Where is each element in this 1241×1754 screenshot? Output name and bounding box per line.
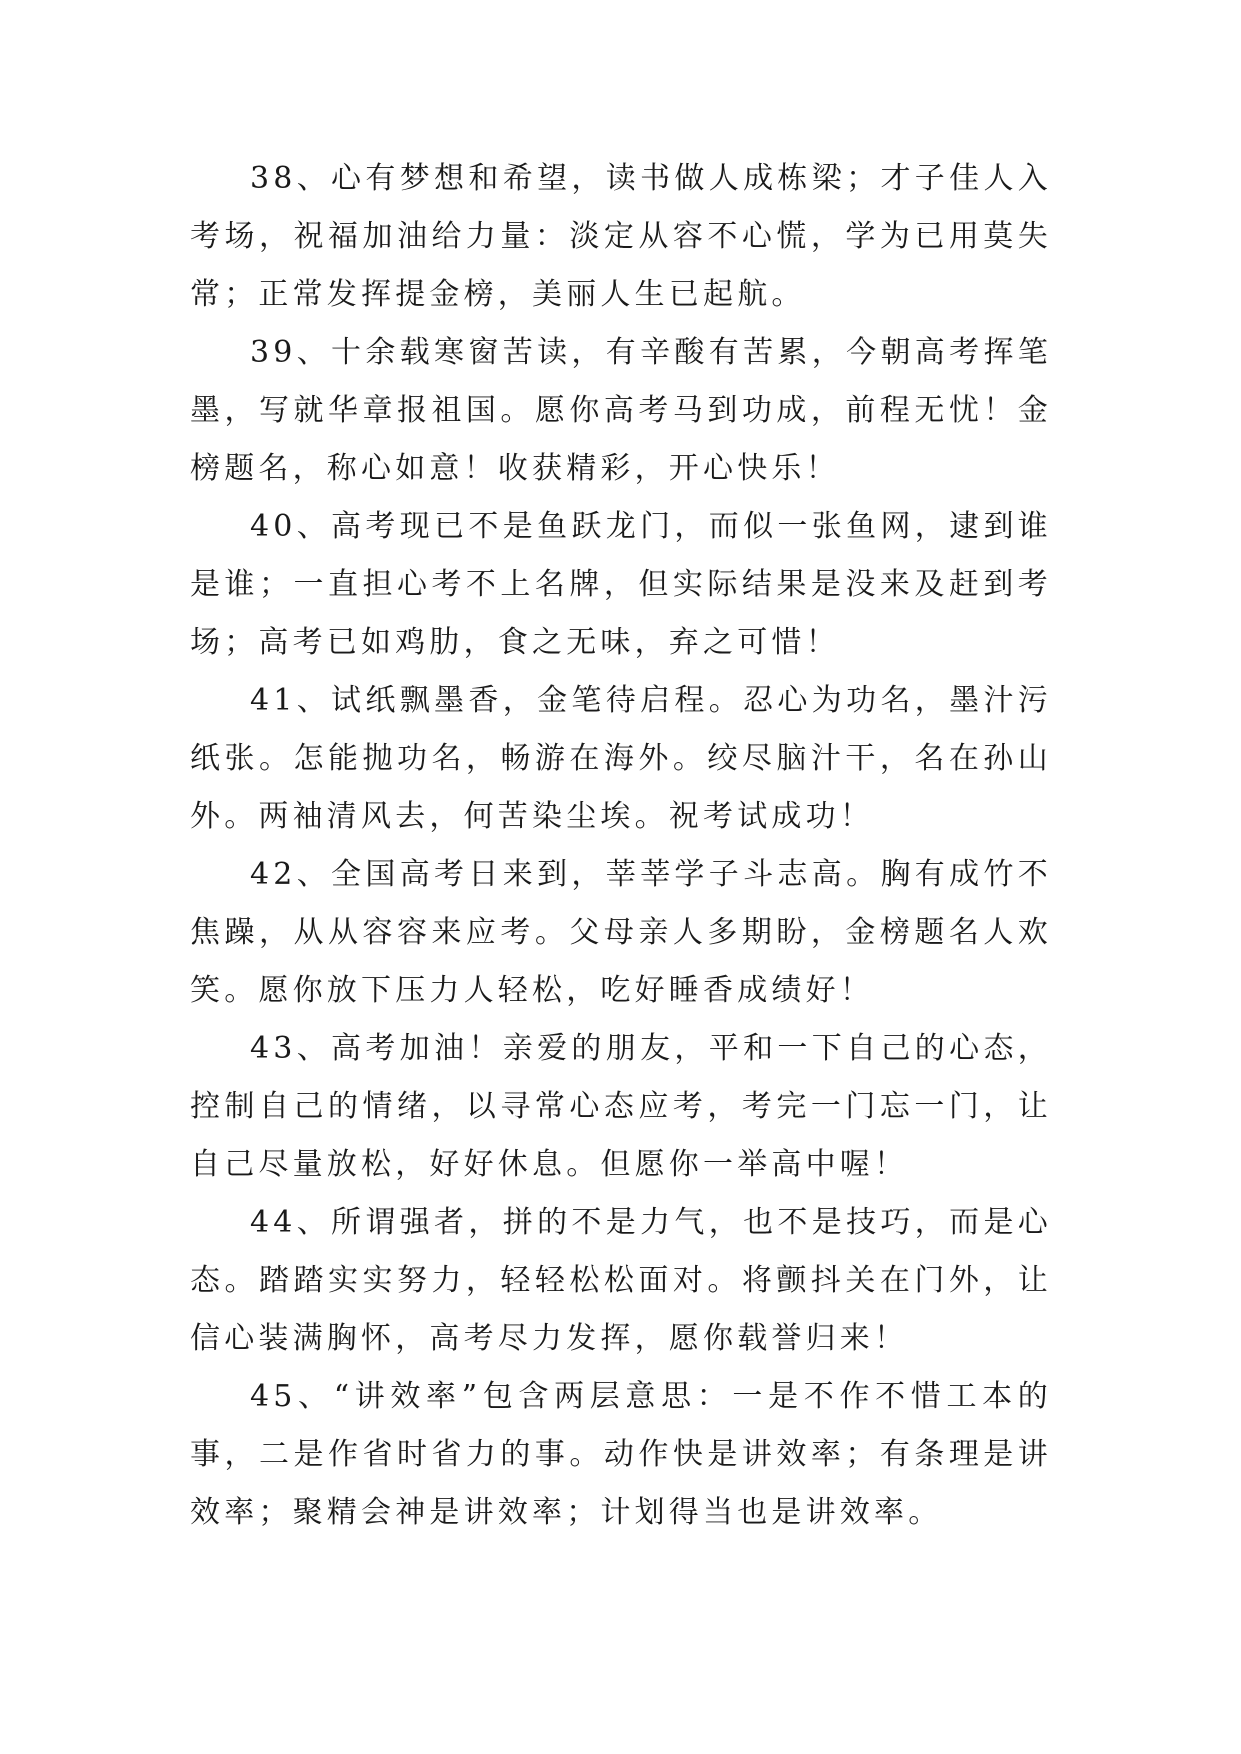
paragraph-43: 43、高考加油！亲爱的朋友，平和一下自己的心态，控制自己的情绪，以寻常心态应考，考完一门忘一门，让自己尽量放松，好好休息。但愿你一举高中喔！ [190,1031,1052,1182]
paragraph-44: 44、所谓强者，拼的不是力气，也不是技巧，而是心态。踏踏实实努力，轻轻松松面对。将颤抖关在门外，让信心装满胸怀，高考尽力发挥，愿你载誉归来！ [190,1205,1052,1356]
paragraph-38: 38、心有梦想和希望，读书做人成栋梁；才子佳人入考场，祝福加油给力量：淡定从容不心慌，学为已用莫失常；正常发挥提金榜，美丽人生已起航。 [190,161,1052,312]
paragraph-42: 42、全国高考日来到，莘莘学子斗志高。胸有成竹不焦躁，从从容容来应考。父母亲人多期盼，金榜题名人欢笑。愿你放下压力人轻松，吃好睡香成绩好！ [190,857,1052,1008]
paragraph-41: 41、试纸飘墨香，金笔待启程。忍心为功名，墨汁污纸张。怎能抛功名，畅游在海外。绞尽脑汁干，名在孙山外。两袖清风去，何苦染尘埃。祝考试成功！ [190,683,1052,834]
paragraph-45: 45、“讲效率”包含两层意思：一是不作不惜工本的事，二是作省时省力的事。动作快是讲效率；有条理是讲效率；聚精会神是讲效率；计划得当也是讲效率。 [190,1379,1052,1530]
paragraph-39: 39、十余载寒窗苦读，有辛酸有苦累，今朝高考挥笔墨，写就华章报祖国。愿你高考马到功成，前程无忧！金榜题名，称心如意！收获精彩，开心快乐！ [190,335,1052,486]
paragraph-40: 40、高考现已不是鱼跃龙门，而似一张鱼网，逮到谁是谁；一直担心考不上名牌，但实际结果是没来及赶到考场；高考已如鸡肋，食之无味，弃之可惜！ [190,509,1052,660]
document-page [190,150,1052,1542]
